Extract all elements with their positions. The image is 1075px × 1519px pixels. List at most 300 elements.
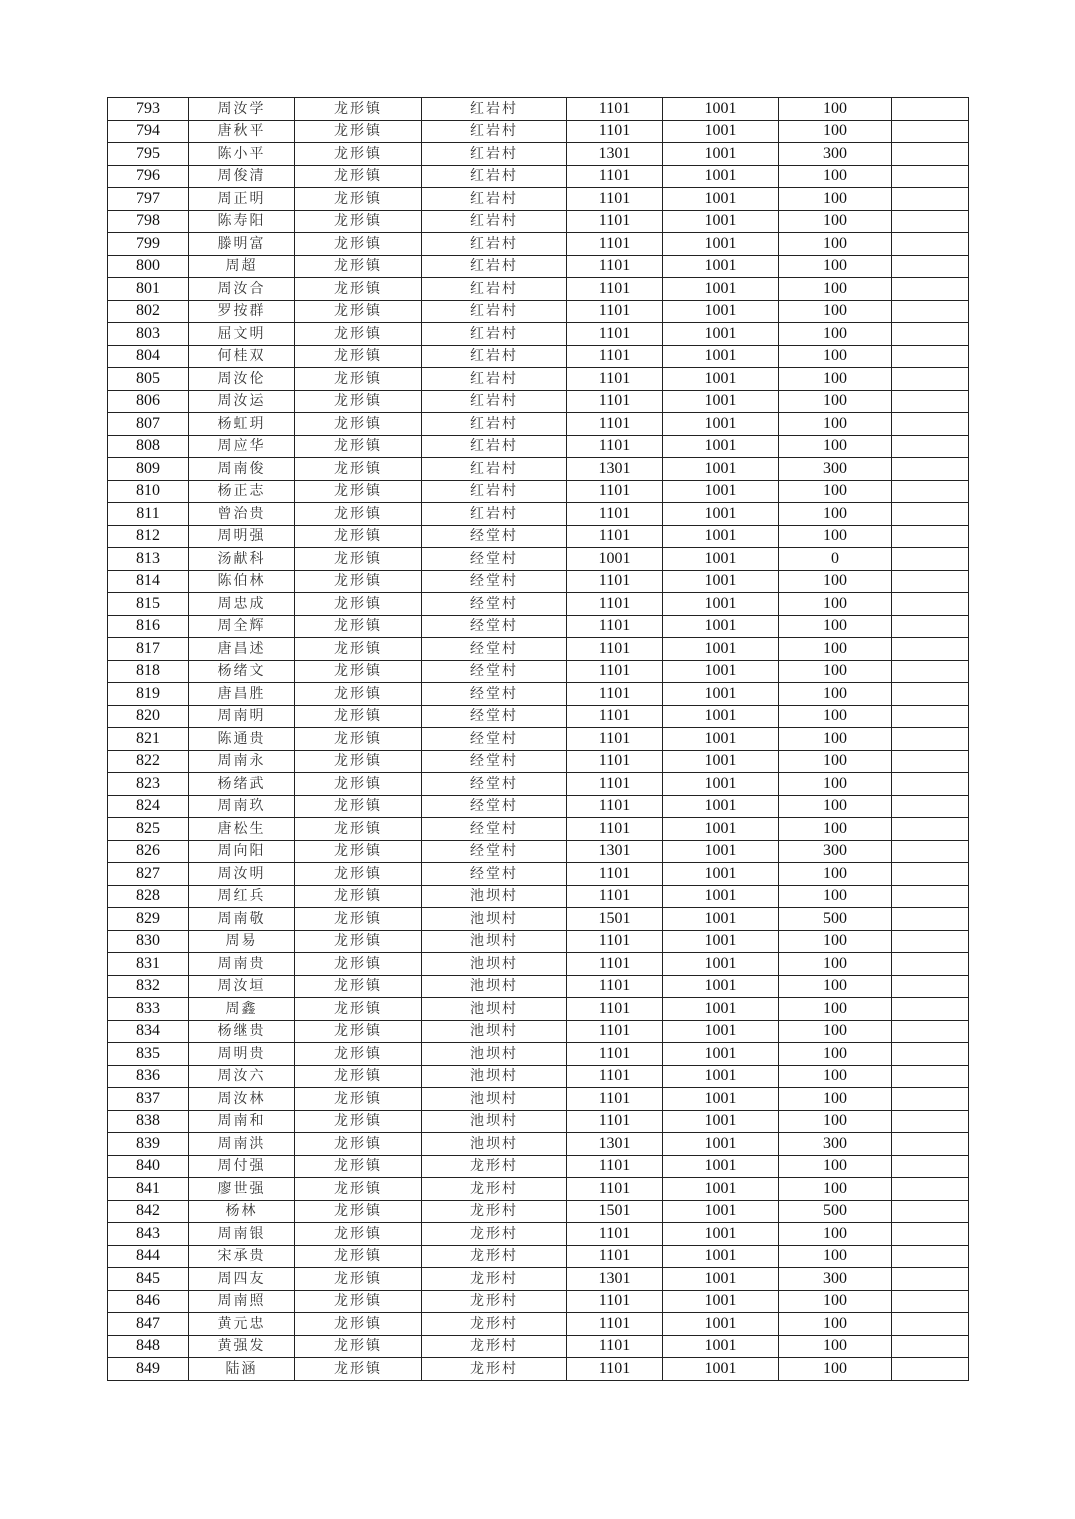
village-cell: 红岩村 xyxy=(422,413,567,436)
amount-cell: 100 xyxy=(779,818,892,841)
village-cell: 红岩村 xyxy=(422,390,567,413)
code-a-cell: 1101 xyxy=(567,1020,663,1043)
code-a-cell: 1501 xyxy=(567,1200,663,1223)
name-cell: 黄元忠 xyxy=(189,1313,295,1336)
table-row xyxy=(108,1110,969,1133)
remark-cell xyxy=(892,1223,969,1246)
amount-cell: 100 xyxy=(779,368,892,391)
code-b-cell: 1001 xyxy=(663,1020,779,1043)
row-number-cell: 819 xyxy=(108,683,189,706)
village-cell: 红岩村 xyxy=(422,458,567,481)
town-cell: 龙形镇 xyxy=(295,1043,422,1066)
code-b-cell: 1001 xyxy=(663,1088,779,1111)
amount-cell: 100 xyxy=(779,435,892,458)
town-cell: 龙形镇 xyxy=(295,1088,422,1111)
village-cell: 红岩村 xyxy=(422,345,567,368)
code-a-cell: 1101 xyxy=(567,750,663,773)
row-number-cell: 820 xyxy=(108,705,189,728)
village-cell: 经堂村 xyxy=(422,525,567,548)
code-b-cell: 1001 xyxy=(663,300,779,323)
row-number-cell: 825 xyxy=(108,818,189,841)
code-b-cell: 1001 xyxy=(663,413,779,436)
name-cell: 黄强发 xyxy=(189,1335,295,1358)
row-number-cell: 830 xyxy=(108,930,189,953)
amount-cell: 0 xyxy=(779,548,892,571)
table-row xyxy=(108,188,969,211)
remark-cell xyxy=(892,165,969,188)
remark-cell xyxy=(892,210,969,233)
row-number-cell: 815 xyxy=(108,593,189,616)
village-cell: 经堂村 xyxy=(422,548,567,571)
row-number-cell: 805 xyxy=(108,368,189,391)
row-number-cell: 822 xyxy=(108,750,189,773)
village-cell: 经堂村 xyxy=(422,840,567,863)
amount-cell: 100 xyxy=(779,503,892,526)
name-cell: 宋承贵 xyxy=(189,1245,295,1268)
remark-cell xyxy=(892,930,969,953)
code-a-cell: 1101 xyxy=(567,1043,663,1066)
table-row xyxy=(108,390,969,413)
village-cell: 池坝村 xyxy=(422,1065,567,1088)
name-cell: 屈文明 xyxy=(189,323,295,346)
table-row xyxy=(108,795,969,818)
table-row xyxy=(108,503,969,526)
code-b-cell: 1001 xyxy=(663,885,779,908)
name-cell: 周南俊 xyxy=(189,458,295,481)
table-row xyxy=(108,210,969,233)
amount-cell: 100 xyxy=(779,953,892,976)
row-number-cell: 797 xyxy=(108,188,189,211)
town-cell: 龙形镇 xyxy=(295,1335,422,1358)
remark-cell xyxy=(892,413,969,436)
code-a-cell: 1101 xyxy=(567,773,663,796)
table-row xyxy=(108,323,969,346)
name-cell: 周南洪 xyxy=(189,1133,295,1156)
remark-cell xyxy=(892,795,969,818)
name-cell: 周明强 xyxy=(189,525,295,548)
table-row xyxy=(108,615,969,638)
village-cell: 红岩村 xyxy=(422,503,567,526)
village-cell: 池坝村 xyxy=(422,1133,567,1156)
table-row xyxy=(108,1358,969,1381)
town-cell: 龙形镇 xyxy=(295,255,422,278)
name-cell: 周四友 xyxy=(189,1268,295,1291)
town-cell: 龙形镇 xyxy=(295,188,422,211)
remark-cell xyxy=(892,863,969,886)
data-table xyxy=(107,97,969,1381)
town-cell: 龙形镇 xyxy=(295,323,422,346)
code-a-cell: 1101 xyxy=(567,1088,663,1111)
town-cell: 龙形镇 xyxy=(295,638,422,661)
code-b-cell: 1001 xyxy=(663,503,779,526)
town-cell: 龙形镇 xyxy=(295,1133,422,1156)
remark-cell xyxy=(892,480,969,503)
row-number-cell: 849 xyxy=(108,1358,189,1381)
name-cell: 唐昌述 xyxy=(189,638,295,661)
name-cell: 周南明 xyxy=(189,705,295,728)
remark-cell xyxy=(892,368,969,391)
code-a-cell: 1301 xyxy=(567,840,663,863)
code-a-cell: 1101 xyxy=(567,300,663,323)
name-cell: 杨绪武 xyxy=(189,773,295,796)
table-row xyxy=(108,368,969,391)
village-cell: 红岩村 xyxy=(422,255,567,278)
remark-cell xyxy=(892,548,969,571)
village-cell: 池坝村 xyxy=(422,908,567,931)
code-b-cell: 1001 xyxy=(663,120,779,143)
code-a-cell: 1301 xyxy=(567,1133,663,1156)
code-b-cell: 1001 xyxy=(663,975,779,998)
village-cell: 红岩村 xyxy=(422,120,567,143)
code-b-cell: 1001 xyxy=(663,458,779,481)
row-number-cell: 808 xyxy=(108,435,189,458)
table-row xyxy=(108,1223,969,1246)
amount-cell: 500 xyxy=(779,908,892,931)
town-cell: 龙形镇 xyxy=(295,120,422,143)
name-cell: 唐秋平 xyxy=(189,120,295,143)
table-row xyxy=(108,1178,969,1201)
town-cell: 龙形镇 xyxy=(295,413,422,436)
village-cell: 龙形村 xyxy=(422,1178,567,1201)
row-number-cell: 806 xyxy=(108,390,189,413)
village-cell: 龙形村 xyxy=(422,1268,567,1291)
town-cell: 龙形镇 xyxy=(295,930,422,953)
row-number-cell: 823 xyxy=(108,773,189,796)
name-cell: 陈寿阳 xyxy=(189,210,295,233)
amount-cell: 100 xyxy=(779,1065,892,1088)
name-cell: 周南和 xyxy=(189,1110,295,1133)
code-a-cell: 1101 xyxy=(567,1178,663,1201)
amount-cell: 100 xyxy=(779,593,892,616)
remark-cell xyxy=(892,1088,969,1111)
remark-cell xyxy=(892,818,969,841)
remark-cell xyxy=(892,345,969,368)
name-cell: 杨虹玥 xyxy=(189,413,295,436)
table-row xyxy=(108,1065,969,1088)
row-number-cell: 807 xyxy=(108,413,189,436)
row-number-cell: 831 xyxy=(108,953,189,976)
town-cell: 龙形镇 xyxy=(295,705,422,728)
amount-cell: 100 xyxy=(779,188,892,211)
table-row xyxy=(108,1313,969,1336)
remark-cell xyxy=(892,1268,969,1291)
code-b-cell: 1001 xyxy=(663,615,779,638)
remark-cell xyxy=(892,683,969,706)
code-b-cell: 1001 xyxy=(663,593,779,616)
town-cell: 龙形镇 xyxy=(295,863,422,886)
row-number-cell: 827 xyxy=(108,863,189,886)
code-b-cell: 1001 xyxy=(663,1110,779,1133)
name-cell: 周明贵 xyxy=(189,1043,295,1066)
town-cell: 龙形镇 xyxy=(295,1223,422,1246)
village-cell: 池坝村 xyxy=(422,1110,567,1133)
code-b-cell: 1001 xyxy=(663,210,779,233)
code-a-cell: 1101 xyxy=(567,795,663,818)
town-cell: 龙形镇 xyxy=(295,908,422,931)
town-cell: 龙形镇 xyxy=(295,795,422,818)
row-number-cell: 840 xyxy=(108,1155,189,1178)
table-row xyxy=(108,255,969,278)
town-cell: 龙形镇 xyxy=(295,548,422,571)
table-row xyxy=(108,570,969,593)
village-cell: 经堂村 xyxy=(422,570,567,593)
town-cell: 龙形镇 xyxy=(295,998,422,1021)
code-b-cell: 1001 xyxy=(663,930,779,953)
code-a-cell: 1101 xyxy=(567,953,663,976)
remark-cell xyxy=(892,435,969,458)
row-number-cell: 844 xyxy=(108,1245,189,1268)
row-number-cell: 796 xyxy=(108,165,189,188)
amount-cell: 500 xyxy=(779,1200,892,1223)
row-number-cell: 812 xyxy=(108,525,189,548)
table-row xyxy=(108,1335,969,1358)
amount-cell: 100 xyxy=(779,863,892,886)
row-number-cell: 801 xyxy=(108,278,189,301)
code-b-cell: 1001 xyxy=(663,1290,779,1313)
code-a-cell: 1101 xyxy=(567,975,663,998)
remark-cell xyxy=(892,1065,969,1088)
remark-cell xyxy=(892,728,969,751)
code-a-cell: 1101 xyxy=(567,615,663,638)
table-row xyxy=(108,98,969,121)
village-cell: 经堂村 xyxy=(422,683,567,706)
name-cell: 周汝运 xyxy=(189,390,295,413)
code-a-cell: 1101 xyxy=(567,1155,663,1178)
code-b-cell: 1001 xyxy=(663,1155,779,1178)
amount-cell: 100 xyxy=(779,570,892,593)
code-a-cell: 1101 xyxy=(567,593,663,616)
table-row xyxy=(108,458,969,481)
amount-cell: 100 xyxy=(779,728,892,751)
row-number-cell: 838 xyxy=(108,1110,189,1133)
row-number-cell: 809 xyxy=(108,458,189,481)
name-cell: 周忠成 xyxy=(189,593,295,616)
remark-cell xyxy=(892,390,969,413)
amount-cell: 100 xyxy=(779,1245,892,1268)
village-cell: 经堂村 xyxy=(422,638,567,661)
code-a-cell: 1101 xyxy=(567,1065,663,1088)
amount-cell: 100 xyxy=(779,615,892,638)
remark-cell xyxy=(892,1200,969,1223)
amount-cell: 100 xyxy=(779,930,892,953)
remark-cell xyxy=(892,840,969,863)
remark-cell xyxy=(892,1155,969,1178)
code-b-cell: 1001 xyxy=(663,435,779,458)
table-row xyxy=(108,998,969,1021)
village-cell: 池坝村 xyxy=(422,930,567,953)
remark-cell xyxy=(892,458,969,481)
remark-cell xyxy=(892,1313,969,1336)
code-a-cell: 1101 xyxy=(567,390,663,413)
name-cell: 周红兵 xyxy=(189,885,295,908)
table-row xyxy=(108,1043,969,1066)
code-b-cell: 1001 xyxy=(663,143,779,166)
remark-cell xyxy=(892,143,969,166)
table-row xyxy=(108,1020,969,1043)
code-a-cell: 1101 xyxy=(567,885,663,908)
row-number-cell: 845 xyxy=(108,1268,189,1291)
village-cell: 红岩村 xyxy=(422,368,567,391)
remark-cell xyxy=(892,1358,969,1381)
village-cell: 红岩村 xyxy=(422,98,567,121)
remark-cell xyxy=(892,1020,969,1043)
code-b-cell: 1001 xyxy=(663,570,779,593)
row-number-cell: 826 xyxy=(108,840,189,863)
remark-cell xyxy=(892,278,969,301)
table-row xyxy=(108,1133,969,1156)
row-number-cell: 814 xyxy=(108,570,189,593)
village-cell: 池坝村 xyxy=(422,998,567,1021)
town-cell: 龙形镇 xyxy=(295,683,422,706)
town-cell: 龙形镇 xyxy=(295,1290,422,1313)
code-a-cell: 1101 xyxy=(567,368,663,391)
village-cell: 经堂村 xyxy=(422,728,567,751)
village-cell: 池坝村 xyxy=(422,1088,567,1111)
table-row xyxy=(108,1245,969,1268)
town-cell: 龙形镇 xyxy=(295,1268,422,1291)
village-cell: 龙形村 xyxy=(422,1155,567,1178)
table-row xyxy=(108,593,969,616)
code-b-cell: 1001 xyxy=(663,660,779,683)
town-cell: 龙形镇 xyxy=(295,503,422,526)
code-a-cell: 1101 xyxy=(567,1290,663,1313)
amount-cell: 100 xyxy=(779,795,892,818)
name-cell: 周南永 xyxy=(189,750,295,773)
code-b-cell: 1001 xyxy=(663,1223,779,1246)
table-row xyxy=(108,953,969,976)
remark-cell xyxy=(892,300,969,323)
remark-cell xyxy=(892,953,969,976)
code-b-cell: 1001 xyxy=(663,1245,779,1268)
village-cell: 红岩村 xyxy=(422,188,567,211)
remark-cell xyxy=(892,638,969,661)
amount-cell: 100 xyxy=(779,1155,892,1178)
village-cell: 红岩村 xyxy=(422,435,567,458)
amount-cell: 100 xyxy=(779,300,892,323)
amount-cell: 100 xyxy=(779,1043,892,1066)
name-cell: 周汝六 xyxy=(189,1065,295,1088)
amount-cell: 100 xyxy=(779,773,892,796)
row-number-cell: 813 xyxy=(108,548,189,571)
code-b-cell: 1001 xyxy=(663,1043,779,1066)
amount-cell: 300 xyxy=(779,1268,892,1291)
code-a-cell: 1101 xyxy=(567,1223,663,1246)
table-row xyxy=(108,435,969,458)
row-number-cell: 828 xyxy=(108,885,189,908)
name-cell: 周汝林 xyxy=(189,1088,295,1111)
row-number-cell: 816 xyxy=(108,615,189,638)
code-a-cell: 1101 xyxy=(567,435,663,458)
row-number-cell: 818 xyxy=(108,660,189,683)
village-cell: 红岩村 xyxy=(422,300,567,323)
code-b-cell: 1001 xyxy=(663,323,779,346)
row-number-cell: 810 xyxy=(108,480,189,503)
code-a-cell: 1101 xyxy=(567,1313,663,1336)
remark-cell xyxy=(892,975,969,998)
code-a-cell: 1101 xyxy=(567,525,663,548)
village-cell: 龙形村 xyxy=(422,1358,567,1381)
table-row xyxy=(108,705,969,728)
remark-cell xyxy=(892,660,969,683)
town-cell: 龙形镇 xyxy=(295,480,422,503)
village-cell: 池坝村 xyxy=(422,1043,567,1066)
row-number-cell: 832 xyxy=(108,975,189,998)
table-row xyxy=(108,233,969,256)
row-number-cell: 821 xyxy=(108,728,189,751)
amount-cell: 100 xyxy=(779,210,892,233)
table-row xyxy=(108,480,969,503)
code-b-cell: 1001 xyxy=(663,683,779,706)
table-row xyxy=(108,413,969,436)
row-number-cell: 811 xyxy=(108,503,189,526)
table-row xyxy=(108,863,969,886)
row-number-cell: 798 xyxy=(108,210,189,233)
code-a-cell: 1101 xyxy=(567,998,663,1021)
table-row xyxy=(108,345,969,368)
code-b-cell: 1001 xyxy=(663,390,779,413)
village-cell: 经堂村 xyxy=(422,593,567,616)
row-number-cell: 799 xyxy=(108,233,189,256)
code-b-cell: 1001 xyxy=(663,188,779,211)
name-cell: 陈通贵 xyxy=(189,728,295,751)
town-cell: 龙形镇 xyxy=(295,593,422,616)
amount-cell: 100 xyxy=(779,98,892,121)
amount-cell: 300 xyxy=(779,143,892,166)
remark-cell xyxy=(892,570,969,593)
village-cell: 经堂村 xyxy=(422,660,567,683)
village-cell: 龙形村 xyxy=(422,1223,567,1246)
code-a-cell: 1101 xyxy=(567,728,663,751)
town-cell: 龙形镇 xyxy=(295,1020,422,1043)
code-b-cell: 1001 xyxy=(663,1065,779,1088)
village-cell: 红岩村 xyxy=(422,323,567,346)
code-a-cell: 1101 xyxy=(567,120,663,143)
remark-cell xyxy=(892,255,969,278)
row-number-cell: 848 xyxy=(108,1335,189,1358)
village-cell: 经堂村 xyxy=(422,795,567,818)
row-number-cell: 829 xyxy=(108,908,189,931)
amount-cell: 100 xyxy=(779,390,892,413)
village-cell: 经堂村 xyxy=(422,773,567,796)
remark-cell xyxy=(892,705,969,728)
town-cell: 龙形镇 xyxy=(295,525,422,548)
name-cell: 周向阳 xyxy=(189,840,295,863)
code-a-cell: 1101 xyxy=(567,98,663,121)
amount-cell: 100 xyxy=(779,1020,892,1043)
village-cell: 龙形村 xyxy=(422,1290,567,1313)
code-b-cell: 1001 xyxy=(663,1268,779,1291)
remark-cell xyxy=(892,1178,969,1201)
code-a-cell: 1001 xyxy=(567,548,663,571)
row-number-cell: 842 xyxy=(108,1200,189,1223)
remark-cell xyxy=(892,1110,969,1133)
remark-cell xyxy=(892,188,969,211)
name-cell: 周南银 xyxy=(189,1223,295,1246)
town-cell: 龙形镇 xyxy=(295,660,422,683)
town-cell: 龙形镇 xyxy=(295,368,422,391)
table-row xyxy=(108,120,969,143)
code-b-cell: 1001 xyxy=(663,548,779,571)
code-a-cell: 1101 xyxy=(567,930,663,953)
town-cell: 龙形镇 xyxy=(295,143,422,166)
table-row xyxy=(108,818,969,841)
name-cell: 杨绪文 xyxy=(189,660,295,683)
code-b-cell: 1001 xyxy=(663,1358,779,1381)
village-cell: 经堂村 xyxy=(422,818,567,841)
code-b-cell: 1001 xyxy=(663,638,779,661)
code-a-cell: 1101 xyxy=(567,570,663,593)
table-row xyxy=(108,548,969,571)
